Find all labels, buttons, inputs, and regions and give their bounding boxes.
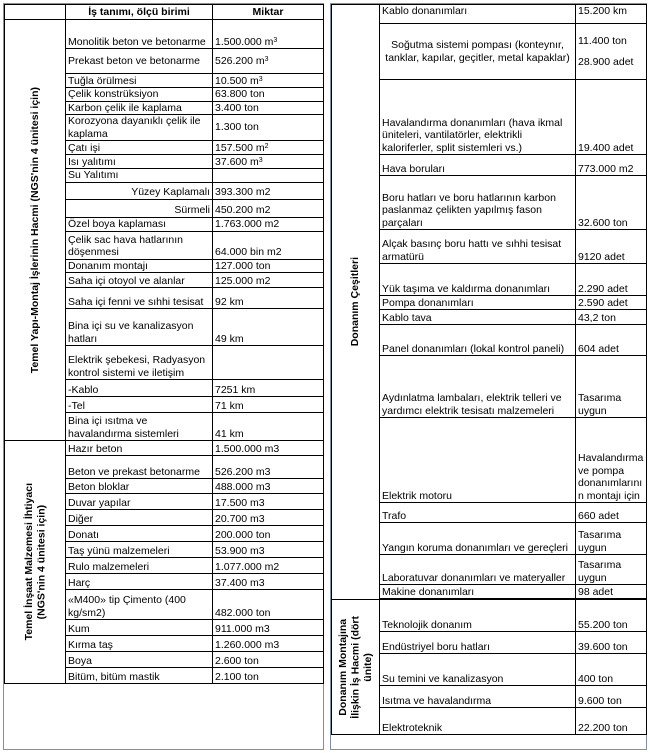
table-row [332, 5, 647, 24]
row-qty: 526.200 m3 [213, 456, 324, 479]
row-qty: 98 adet [576, 585, 647, 599]
row-qty: 482.000 ton [213, 590, 324, 620]
row-desc: Alçak basınç boru hattı ve sıhhi tesisat armatürü [380, 230, 576, 264]
row-desc: Kablo donanımları [380, 5, 576, 24]
row-desc: Isıtma ve havalandırma [380, 686, 576, 708]
row-qty: 64.000 bin m2 [213, 231, 324, 259]
row-desc: Endüstriyel boru hatları [380, 632, 576, 654]
row-qty: 1.500.000 m3 [213, 441, 324, 456]
row-desc: Elektrik motoru [380, 418, 576, 503]
row-qty: 71 km [213, 397, 324, 413]
table-row [332, 555, 647, 585]
table-row [332, 176, 647, 230]
header-blank [5, 5, 66, 20]
row-qty: 19.400 adet [576, 80, 647, 155]
row-desc: Bina içi su ve kanalizasyon hatları [66, 309, 213, 346]
row-qty: 911.000 m3 [213, 620, 324, 636]
row-qty: 37.600 $m^3$ [213, 155, 324, 169]
row-desc: Isı yalıtımı [66, 155, 213, 169]
row-qty [213, 169, 324, 183]
row-qty: 125.000 m2 [213, 273, 324, 288]
row-desc: Monolitik beton ve betonarme [66, 20, 213, 49]
row-qty: 53.900 m3 [213, 542, 324, 558]
row-qty: 3.400 ton [213, 101, 324, 115]
row-qty: 1.077.000 m2 [213, 558, 324, 574]
table-row [332, 523, 647, 555]
group-label-construction-volume [5, 20, 66, 441]
row-desc: Su temini ve kanalizasyon [380, 654, 576, 686]
row-qty: Tasarıma uygun [576, 555, 647, 585]
table-row [332, 80, 647, 155]
right-table [331, 4, 647, 735]
row-desc: Boru hatları ve boru hatlarının karbon paslanmaz çelikten yapılmış fason parçaları [380, 176, 576, 230]
header-row [5, 5, 324, 20]
group-label-equipment-types [332, 5, 380, 600]
row-desc: Hazır beton [66, 441, 213, 456]
row-desc: Çatı işi [66, 141, 213, 155]
row-desc: Makine donanımları [380, 585, 576, 599]
row-qty: 660 adet [576, 503, 647, 523]
row-desc: Donanım montajı [66, 259, 213, 273]
row-qty: 1.763.000 m2 [213, 217, 324, 231]
row-desc: Çelik sac hava hatlarının döşenmesi [66, 231, 213, 259]
row-desc: Diğer [66, 510, 213, 526]
right-table-panel [330, 3, 647, 750]
row-qty: 7251 km [213, 380, 324, 397]
group-label-text: Donanım Çeşitleri [349, 257, 362, 347]
row-desc: Kırma taş [66, 636, 213, 652]
row-desc: Harç [66, 574, 213, 590]
group-label-text: Temel Yapı-Montaj İşlerinin Hacmi (NGS'nin 4 ünitesi için) [28, 86, 41, 374]
row-desc: Boya [66, 652, 213, 668]
row-desc: Tuğla örülmesi [66, 74, 213, 88]
row-qty: 488.000 m3 [213, 479, 324, 494]
row-qty: 127.000 ton [213, 259, 324, 273]
row-qty: 2.600 ton [213, 652, 324, 668]
row-desc: -Tel [66, 397, 213, 413]
row-qty: 22.200 ton [576, 708, 647, 735]
row-qty: 15.200 km [576, 5, 647, 24]
row-desc: Saha içi fenni ve sıhhi tesisat [66, 288, 213, 309]
row-desc: Sürmeli [66, 199, 213, 217]
row-qty: 43,2 ton [576, 310, 647, 325]
row-qty: 393.300 m2 [213, 182, 324, 199]
table-row [332, 24, 647, 80]
table-row [5, 441, 324, 456]
group-label-installation-volume [332, 600, 380, 735]
row-qty: 32.600 ton [576, 176, 647, 230]
row-qty: 1.300 ton [213, 115, 324, 141]
table-row [332, 155, 647, 176]
row-qty: 773.000 m2 [576, 155, 647, 176]
table-row [332, 296, 647, 310]
row-qty: 2.100 ton [213, 668, 324, 684]
row-desc: Havalandırma donanımları (hava ikmal üniteleri, vantilatörler, elektrikli kaloriferler, split sistemleri vs.) [380, 80, 576, 155]
row-desc: Trafo [380, 503, 576, 523]
row-desc: Bitüm, bitüm mastik [66, 668, 213, 684]
row-desc: Teknolojik donanım [380, 600, 576, 632]
group-label-text: Donanım Montajına İlişkin İş Hacmi (dört ünite) [336, 615, 374, 719]
row-qty: 41 km [213, 413, 324, 441]
table-row [332, 356, 647, 418]
table-row [332, 632, 647, 654]
row-qty: 450.200 m2 [213, 199, 324, 217]
row-desc: Donatı [66, 526, 213, 542]
row-desc: Beton ve prekast betonarme [66, 456, 213, 479]
row-qty: 9120 adet [576, 230, 647, 264]
row-desc: Pompa donanımları [380, 296, 576, 310]
row-desc: Hava boruları [380, 155, 576, 176]
table-row [332, 418, 647, 503]
table-row [332, 686, 647, 708]
left-table-panel [3, 3, 324, 750]
row-desc: Yüzey Kaplamalı [66, 182, 213, 199]
table-row [332, 708, 647, 735]
row-qty: 400 ton [576, 654, 647, 686]
row-desc: Laboratuvar donanımları ve materyaller [380, 555, 576, 585]
row-qty: 49 km [213, 309, 324, 346]
row-desc: Duvar yapılar [66, 494, 213, 510]
row-desc: Taş yünü malzemeleri [66, 542, 213, 558]
row-qty: Tasarıma uygun [576, 523, 647, 555]
row-qty: 10.500 $m^3$ [213, 74, 324, 88]
row-desc: Özel boya kaplaması [66, 217, 213, 231]
row-qty [213, 346, 324, 380]
row-desc: Soğutma sistemi pompası (konteynır, tanklar, kapılar, geçitler, metal kapaklar) [380, 24, 576, 80]
header-description: İş tanımı, ölçü birimi [66, 5, 213, 20]
row-desc: Elektrik şebekesi, Radyasyon kontrol sistemi ve iletişim [66, 346, 213, 380]
left-table [4, 4, 324, 684]
group-label-text: Temel İnşaat Malzemesi İhtiyacı (NGS'nin 4 ünitesi için) [22, 483, 47, 641]
row-qty: 2.590 adet [576, 296, 647, 310]
row-qty: 20.700 m3 [213, 510, 324, 526]
row-qty: 1.500.000 $m^3$ [213, 20, 324, 49]
row-qty: 17.500 m3 [213, 494, 324, 510]
row-qty: Havalandırma ve pompa donanımlarını n montajı için [576, 418, 647, 503]
row-desc: Prekast beton ve betonarme [66, 49, 213, 74]
row-qty: 55.200 ton [576, 600, 647, 632]
row-qty: 157.500 $m^2$ [213, 141, 324, 155]
row-desc: «M400» tip Çimento (400 kg/sm2) [66, 590, 213, 620]
row-desc: Bina içi ısıtma ve havalandırma sistemleri [66, 413, 213, 441]
row-qty: 11.400 ton 28.900 adet [576, 24, 647, 80]
table-row [332, 585, 647, 599]
row-desc: Aydınlatma lambaları, elektrik telleri ve yardımcı elektrik tesisatı malzemeleri [380, 356, 576, 418]
row-desc: Panel donanımları (lokal kontrol paneli) [380, 325, 576, 356]
table-row [5, 20, 324, 49]
row-desc: Yangın koruma donanımları ve gereçleri [380, 523, 576, 555]
row-desc: Kablo tava [380, 310, 576, 325]
group-label-material-need [5, 441, 66, 684]
row-desc: Elektroteknik [380, 708, 576, 735]
table-row [332, 654, 647, 686]
row-qty: 9.600 ton [576, 686, 647, 708]
row-qty: Tasarıma uygun [576, 356, 647, 418]
table-row [332, 325, 647, 356]
row-qty: 92 km [213, 288, 324, 309]
table-row [332, 600, 647, 632]
row-desc: Karbon çelik ile kaplama [66, 101, 213, 115]
table-row [332, 503, 647, 523]
row-qty: 2.290 adet [576, 264, 647, 296]
row-desc: Kum [66, 620, 213, 636]
row-qty: 1.260.000 m3 [213, 636, 324, 652]
row-qty: 39.600 ton [576, 632, 647, 654]
row-desc: Su Yalıtımı [66, 169, 213, 183]
row-desc: -Kablo [66, 380, 213, 397]
row-qty: 37.400 m3 [213, 574, 324, 590]
table-row [332, 264, 647, 296]
row-qty: 526.200 $m^3$ [213, 49, 324, 74]
row-desc: Yük taşıma ve kaldırma donanımları [380, 264, 576, 296]
row-desc: Saha içi otoyol ve alanlar [66, 273, 213, 288]
row-qty: 604 adet [576, 325, 647, 356]
header-quantity: Miktar [213, 5, 324, 20]
row-desc: Beton bloklar [66, 479, 213, 494]
table-row [332, 310, 647, 325]
row-desc: Korozyona dayanıklı çelik ile kaplama [66, 115, 213, 141]
row-desc: Çelik konstrüksiyon [66, 88, 213, 102]
row-qty: 200.000 ton [213, 526, 324, 542]
row-desc: Rulo malzemeleri [66, 558, 213, 574]
row-qty: 63.800 ton [213, 88, 324, 102]
table-row [332, 230, 647, 264]
